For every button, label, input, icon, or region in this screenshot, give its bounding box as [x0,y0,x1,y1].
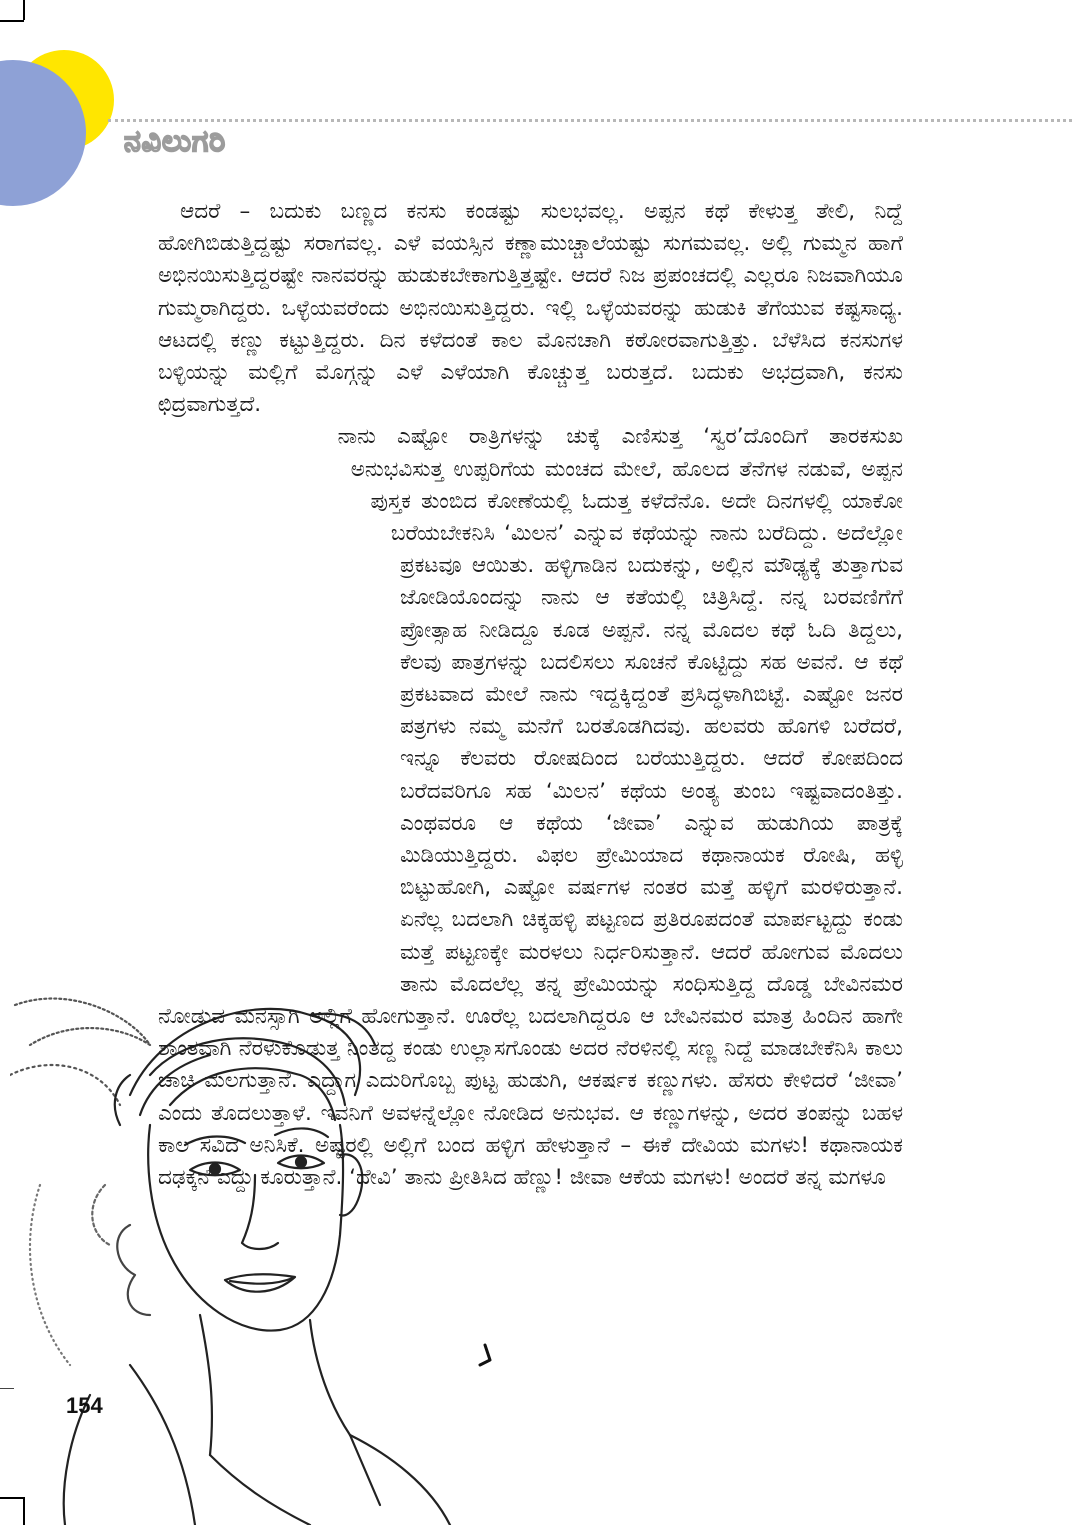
margin-line [0,1388,14,1389]
chapter-title: ನವಿಲುಗರಿ [124,124,227,159]
page-number: 154 [66,1393,103,1418]
body-paragraph-1: ಆದರೆ – ಬದುಕು ಬಣ್ಣದ ಕನಸು ಕಂಡಷ್ಟು ಸುಲಭವಲ್ಲ. ಅಪ್ಪನ ಕಥೆ ಕೇಳುತ್ತ ತೇಲಿ, ನಿದ್ದೆ ಹೋಗಿಬಿಡುತ್ತಿದ್ದಷ್ಟು ಸರಾಗವಲ್ಲ. ಎಳೆ ವಯಸ್ಸಿನ ಕಣ್ಣಾಮುಚ್ಚಾಲೆಯಷ್ಟು ಸುಗಮವಲ್ಲ. ಅಲ್ಲಿ ಗುಮ್ಮನ ಹಾಗೆ ಅಭಿನಯಿಸುತ್ತಿದ್ದರಷ್ಟೇ ನಾನವರನ್ನು ಹುಡುಕಬೇಕಾಗುತ್ತಿತ್ತಷ್ಟೇ. ಆದರೆ ನಿಜ ಪ್ರಪಂಚದಲ್ಲಿ ಎಲ್ಲರೂ ನಿಜವಾಗಿಯೂ ಗುಮ್ಮರಾಗಿದ್ದರು. ಒಳ್ಳೆಯವರೆಂದು ಅಭಿನಯಿಸುತ್ತಿದ್ದರು. ಇಲ್ಲಿ ಒಳ್ಳೆಯವರನ್ನು ಹುಡುಕಿ ತೆಗೆಯುವ ಕಷ್ಟಸಾಧ್ಯ. ಆಟದಲ್ಲಿ ಕಣ್ಣು ಕಟ್ಟುತ್ತಿದ್ದರು. ದಿನ ಕಳೆದಂತೆ ಕಾಲ ಮೊನಚಾಗಿ ಕಠೋರವಾಗುತ್ತಿತ್ತು. ಬೆಳೆಸಿದ ಕನಸುಗಳ ಬಳ್ಳಿಯನ್ನು ಮಲ್ಲಿಗೆ ಮೊಗ್ಗನ್ನು ಎಳೆ ಎಳೆಯಾಗಿ ಕೊಚ್ಚುತ್ತ ಬರುತ್ತದೆ. ಬದುಕು ಅಭದ್ರವಾಗಿ, ಕನಸು ಛಿದ್ರವಾಗುತ್ತದೆ. [158,199,903,418]
header-dotted-rule [108,119,1072,122]
body-paragraph-2: ನಾನು ಎಷ್ಟೋ ರಾತ್ರಿಗಳನ್ನು ಚುಕ್ಕೆ ಎಣಿಸುತ್ತ ‘ಸ್ವರ’ದೊಂದಿಗೆ ತಾರಕಸುಖ ಅನುಭವಿಸುತ್ತ ಉಪ್ಪರಿಗೆಯ ಮಂಚದ ಮೇಲೆ, ಹೊಲದ ತೆನೆಗಳ ನಡುವೆ, ಅಪ್ಪನ ಪುಸ್ತಕ ತುಂಬಿದ ಕೋಣೆಯಲ್ಲಿ ಓದುತ್ತ ಕಳೆದೆನೊ. ಅದೇ ದಿನಗಳಲ್ಲಿ ಯಾಕೋ ಬರೆಯಬೇಕನಿಸಿ ‘ಮಿಲನ’ ಎನ್ನುವ ಕಥೆಯನ್ನು ನಾನು ಬರೆದಿದ್ದು. ಅದೆಲ್ಲೋ ಪ್ರಕಟವೂ ಆಯಿತು. ಹಳ್ಳಿಗಾಡಿನ ಬದುಕನ್ನು, ಅಲ್ಲಿನ ಮೌಢ್ಯಕ್ಕೆ ತುತ್ತಾಗುವ ಜೋಡಿಯೊಂದನ್ನು ನಾನು ಆ ಕತೆಯಲ್ಲಿ ಚಿತ್ರಿಸಿದ್ದೆ. ನನ್ನ ಬರವಣಿಗೆಗೆ ಪ್ರೋತ್ಸಾಹ ನೀಡಿದ್ದೂ ಕೂಡ ಅಪ್ಪನೆ. ನನ್ನ ಮೊದಲ ಕಥೆ ಓದಿ ತಿದ್ದಲು, ಕೆಲವು ಪಾತ್ರಗಳನ್ನು ಬದಲಿಸಲು ಸೂಚನೆ ಕೊಟ್ಟಿದ್ದು ಸಹ ಅವನೆ. ಆ ಕಥೆ ಪ್ರಕಟವಾದ ಮೇಲೆ ನಾನು ಇದ್ದಕ್ಕಿದ್ದಂತೆ ಪ್ರಸಿದ್ಧಳಾಗಿಬಿಟ್ಟೆ. ಎಷ್ಟೋ ಜನರ ಪತ್ರಗಳು ನಮ್ಮ ಮನೆಗೆ ಬರತೊಡಗಿದವು. ಹಲವರು ಹೊಗಳಿ ಬರೆದರೆ, ಇನ್ನೂ ಕೆಲವರು ರೋಷದಿಂದ ಬರೆಯುತ್ತಿದ್ದರು. ಆದರೆ ಕೋಪದಿಂದ ಬರೆದವರಿಗೂ ಸಹ ‘ಮಿಲನ’ ಕಥೆಯ ಅಂತ್ಯ ತುಂಬ ಇಷ್ಟವಾದಂತಿತ್ತು. ಎಂಥವರೂ ಆ ಕಥೆಯ ‘ಜೀವಾ’ ಎನ್ನುವ ಹುಡುಗಿಯ ಪಾತ್ರಕ್ಕೆ ಮಿಡಿಯುತ್ತಿದ್ದರು. ವಿಫಲ ಪ್ರೇಮಿಯಾದ ಕಥಾನಾಯಕ ರೋಷಿ, ಹಳ್ಳಿ ಬಿಟ್ಟುಹೋಗಿ, ಎಷ್ಟೋ ವರ್ಷಗಳ ನಂತರ ಮತ್ತೆ ಹಳ್ಳಿಗೆ ಮರಳಿರುತ್ತಾನೆ. ಏನೆಲ್ಲ ಬದಲಾಗಿ ಚಿಕ್ಕಹಳ್ಳಿ ಪಟ್ಟಣದ ಪ್ರತಿರೂಪದಂತೆ ಮಾರ್ಪಟ್ಟದ್ದು ಕಂಡು ಮತ್ತೆ ಪಟ್ಟಣಕ್ಕೇ ಮರಳಲು ನಿರ್ಧರಿಸುತ್ತಾನೆ. ಆದರೆ ಹೋಗುವ ಮೊದಲು ತಾನು ಮೊದಲೆಲ್ಲ ತನ್ನ ಪ್ರೇಮಿಯನ್ನು ಸಂಧಿಸುತ್ತಿದ್ದ ದೊಡ್ಡ ಬೇವಿನಮರ ನೋಡುವ ಮನಸ್ಸಾಗಿ ಅಲ್ಲಿಗೆ ಹೋಗುತ್ತಾನೆ. ಊರೆಲ್ಲ ಬದಲಾಗಿದ್ದರೂ ಆ ಬೇವಿನಮರ ಮಾತ್ರ ಹಿಂದಿನ ಹಾಗೇ ಶಾಂತವಾಗಿ ನೆರಳುಕೊಡುತ್ತ ನಿಂತದ್ದ ಕಂಡು ಉಲ್ಲಾಸಗೊಂಡು ಅದರ ನೆರಳಿನಲ್ಲಿ ಸಣ್ಣ ನಿದ್ದೆ ಮಾಡಬೇಕೆನಿಸಿ ಕಾಲು ಚಾಚಿ ಮಲಗುತ್ತಾನೆ. ಎದ್ದಾಗ ಎದುರಿಗೊಬ್ಬ ಪುಟ್ಟ ಹುಡುಗಿ, ಆಕರ್ಷಕ ಕಣ್ಣುಗಳು. ಹೆಸರು ಕೇಳಿದರೆ ‘ಜೀವಾ’ ಎಂದು ತೊದಲುತ್ತಾಳೆ. ಇವನಿಗೆ ಅವಳನ್ನೆಲ್ಲೋ ನೋಡಿದ ಅನುಭವ. ಆ ಕಣ್ಣುಗಳನ್ನು, ಅದರ ತಂಪನ್ನು ಬಹಳ ಕಾಲ ಸವಿದ ಅನಿಸಿಕೆ. ಅಷ್ಟರಲ್ಲಿ ಅಲ್ಲಿಗೆ ಬಂದ ಹಳ್ಳಿಗ ಹೇಳುತ್ತಾನೆ – ಈಕೆ ದೇವಿಯ ಮಗಳು! ಕಥಾನಾಯಕ ದಢಕ್ಕನೆ ಎದ್ದು ಕೂರುತ್ತಾನೆ. ‘ದೇವಿ’ ತಾನು ಪ್ರೀತಿಸಿದ ಹೆಣ್ಣು! ಜೀವಾ ಆಕೆಯ ಮಗಳು! ಅಂದರೆ ತನ್ನ ಮಗಳೂ [158,424,903,1191]
crop-mark-top [23,0,25,20]
crop-mark-top-h [0,20,24,22]
body-text [158,196,903,1237]
